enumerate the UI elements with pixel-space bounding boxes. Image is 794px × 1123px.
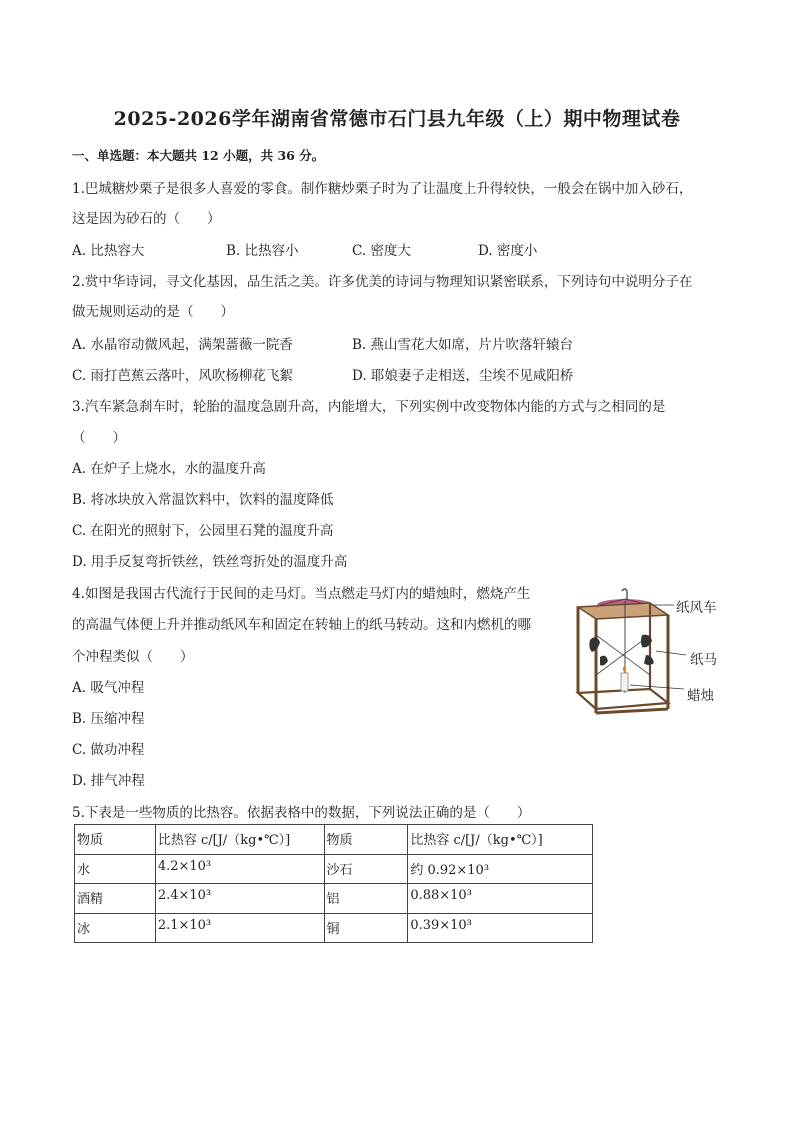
q3-line2: （ ） <box>72 430 126 446</box>
q4-option-b: B. 压缩冲程 <box>72 711 145 727</box>
table-cell: 铜 <box>324 913 408 943</box>
q2-line2: 做无规则运动的是（ ） <box>72 304 234 320</box>
table-cell: 4.2×10³ <box>155 854 324 884</box>
table-header-row <box>75 825 593 855</box>
q1-line2: 这是因为砂石的（ ） <box>72 211 221 227</box>
table-cell: 酒精 <box>75 884 156 914</box>
q1-option-c: C. 密度大 <box>352 243 411 259</box>
table-cell: 水 <box>75 854 156 884</box>
q3-option-b: B. 将冰块放入常温饮料中，饮料的温度降低 <box>72 492 334 508</box>
q2-option-d: D. 耶娘妻子走相送，尘埃不见咸阳桥 <box>352 368 574 384</box>
table-cell: 2.1×10³ <box>155 913 324 943</box>
table-header: 比热容 c/[J/（kg•℃）] <box>155 825 324 855</box>
figure-label-candle: 蜡烛 <box>687 688 714 704</box>
figure-label-windmill: 纸风车 <box>676 600 717 616</box>
q2-option-b: B. 燕山雪花大如席，片片吹落轩辕台 <box>352 337 574 353</box>
q5-line1: 5.下表是一些物质的比热容。依据表格中的数据，下列说法正确的是（ ） <box>72 805 531 821</box>
table-cell: 约 0.92×10³ <box>408 854 593 884</box>
table-cell: 铝 <box>324 884 408 914</box>
q3-option-c: C. 在阳光的照射下，公园里石凳的温度升高 <box>72 523 334 539</box>
table-cell: 0.39×10³ <box>408 913 593 943</box>
q2-line1: 2.赏中华诗词，寻文化基因，品生活之美。许多优美的诗词与物理知识紧密联系，下列诗句中说明分子在 <box>72 274 693 290</box>
q1-line1: 1.巴城糖炒栗子是很多人喜爱的零食。制作糖炒栗子时为了让温度上升得较快，一般会在锅中加入砂石， <box>72 181 693 197</box>
table-header: 物质 <box>324 825 408 855</box>
q1-option-d: D. 密度小 <box>478 243 538 259</box>
q1-option-a: A. 比热容大 <box>72 243 145 259</box>
q3-option-d: D. 用手反复弯折铁丝，铁丝弯折处的温度升高 <box>72 554 348 570</box>
table-row <box>75 884 593 914</box>
figure-label-paper-horse: 纸马 <box>690 652 717 668</box>
q2-option-a: A. 水晶帘动微风起，满架蔷薇一院香 <box>72 337 293 353</box>
q2-option-c: C. 雨打芭蕉云落叶，风吹杨柳花飞絮 <box>72 368 293 384</box>
q3-line1: 3.汽车紧急刹车时，轮胎的温度急剧升高，内能增大，下列实例中改变物体内能的方式与之相同的是 <box>72 399 666 415</box>
q4-option-d: D. 排气冲程 <box>72 773 145 789</box>
q1-option-b: B. 比热容小 <box>226 243 299 259</box>
q4-line3: 个冲程类似（ ） <box>72 649 194 665</box>
q4-line2: 的高温气体便上升并推动纸风车和固定在转轴上的纸马转动。这和内燃机的哪 <box>72 617 531 633</box>
q3-option-a: A. 在炉子上烧水，水的温度升高 <box>72 461 266 477</box>
table-cell: 冰 <box>75 913 156 943</box>
table-header: 物质 <box>75 825 156 855</box>
table-row <box>75 913 593 943</box>
q4-option-c: C. 做功冲程 <box>72 742 145 758</box>
specific-heat-table <box>74 824 593 943</box>
table-row <box>75 854 593 884</box>
q4-option-a: A. 吸气冲程 <box>72 680 145 696</box>
exam-title: 2025-2026学年湖南省常德市石门县九年级（上）期中物理试卷 <box>113 108 681 130</box>
table-cell: 沙石 <box>324 854 408 884</box>
section-heading: 一、单选题：本大题共 12 小题，共 36 分。 <box>72 148 325 163</box>
table-header: 比热容 c/[J/（kg•℃）] <box>408 825 593 855</box>
table-cell: 2.4×10³ <box>155 884 324 914</box>
q4-line1: 4.如图是我国古代流行于民间的走马灯。当点燃走马灯内的蜡烛时，燃烧产生 <box>72 586 531 602</box>
table-cell: 0.88×10³ <box>408 884 593 914</box>
